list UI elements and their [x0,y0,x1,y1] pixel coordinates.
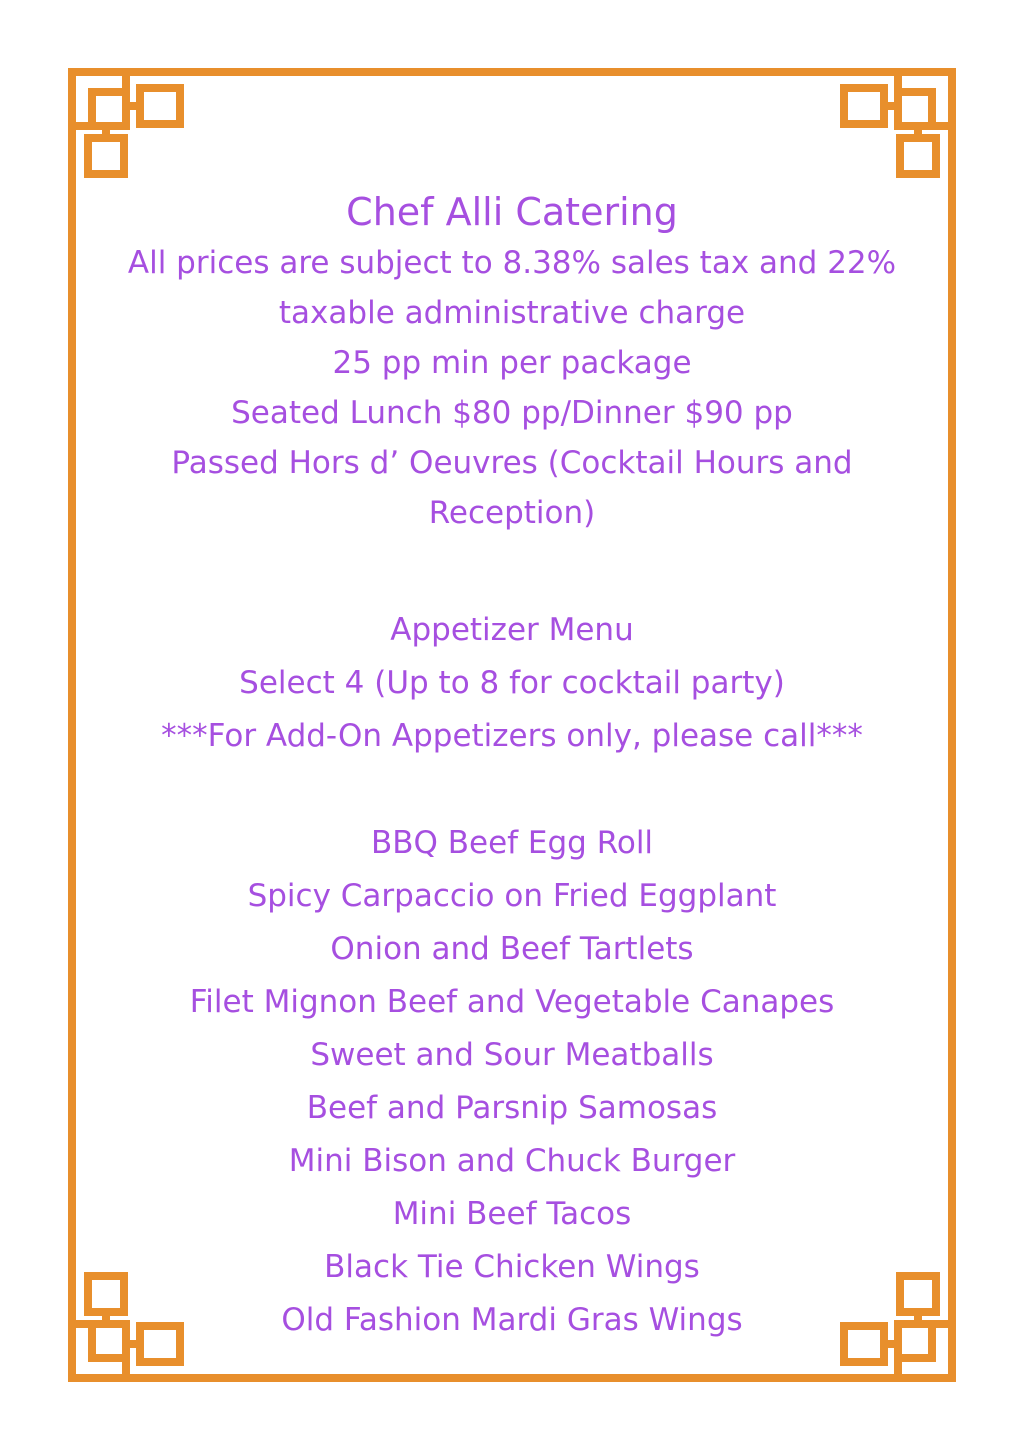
list-item: Sweet and Sour Meatballs [310,1037,714,1073]
page-title: Chef Alli Catering [346,190,678,234]
pricing: Seated Lunch $80 pp/Dinner $90 pp [231,395,793,431]
list-item: Mini Beef Tacos [392,1196,632,1232]
passed-hors-doeuvres-line-1: Passed Hors d’ Oeuvres (Cocktail Hours and [171,445,853,481]
tax-notice-line-2: taxable administrative charge [278,295,746,331]
appetizer-list [90,817,934,1347]
add-on-note: ***For Add-On Appetizers only, please call*** [161,718,863,754]
list-item: Old Fashion Mardi Gras Wings [281,1302,743,1338]
section-title: Appetizer Menu [390,612,634,648]
corner-ornament-top-right [844,72,952,174]
corner-ornament-top-left [72,72,180,174]
list-item: Beef and Parsnip Samosas [306,1090,718,1126]
minimum-guests: 25 pp min per package [332,345,692,381]
list-item: BBQ Beef Egg Roll [370,825,654,861]
list-item: Spicy Carpaccio on Fried Eggplant [247,878,777,914]
selection-rule: Select 4 (Up to 8 for cocktail party) [239,665,785,701]
tax-notice-line-1: All prices are subject to 8.38% sales tax and 22% [127,245,897,281]
list-item: Mini Bison and Chuck Burger [288,1143,736,1179]
list-item: Onion and Beef Tartlets [330,931,694,967]
list-item: Filet Mignon Beef and Vegetable Canapes [189,984,835,1020]
menu-content [90,186,934,1347]
list-item: Black Tie Chicken Wings [324,1249,700,1285]
passed-hors-doeuvres-line-2: Reception) [428,495,596,531]
